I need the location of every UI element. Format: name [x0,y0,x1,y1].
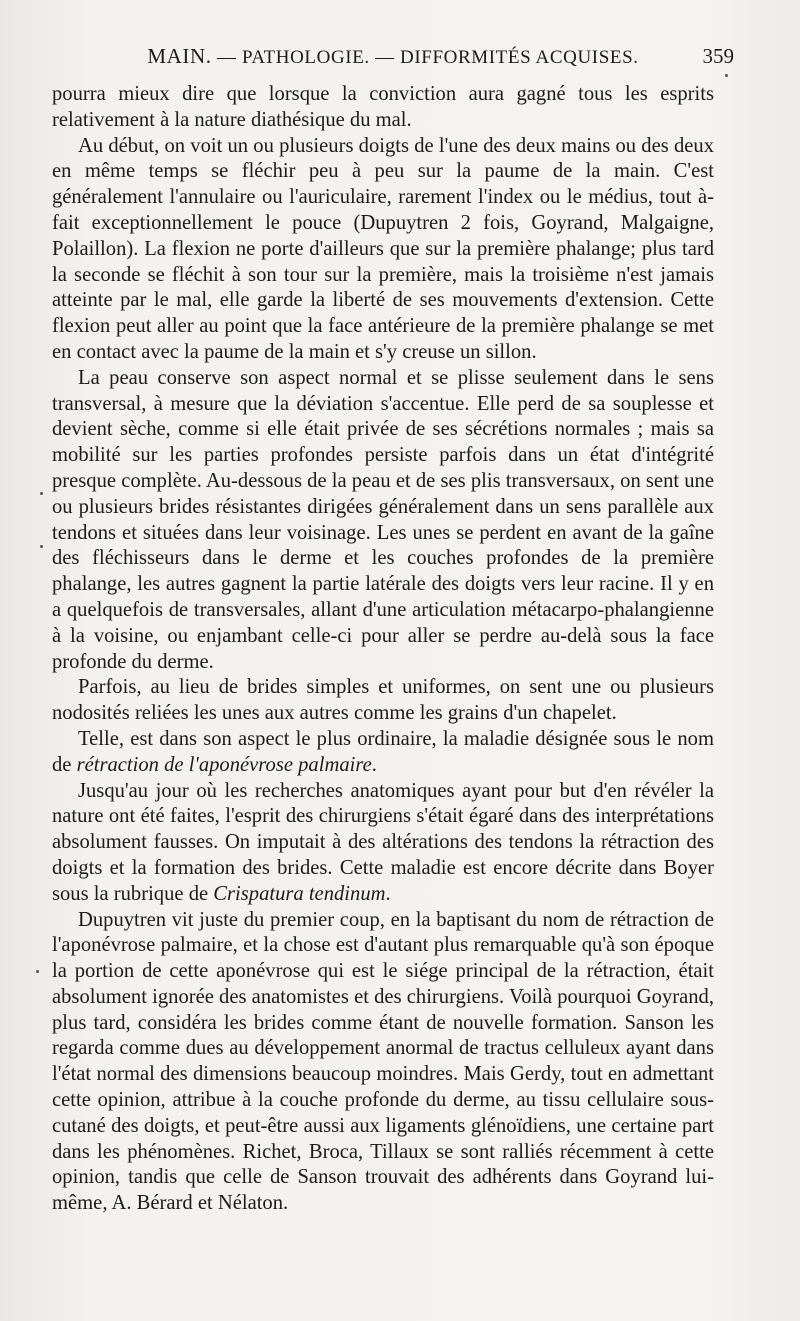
paragraph: Dupuytren vit juste du premier coup, en la baptisant du nom de rétraction de l'aponévrose palmaire, et la chose est d'autant plus remarquable qu'à son époque la portion de cette aponévrose qui est le siége principal de la rétraction, était absolument ignorée des anatomistes et des chirurgiens. Voilà pourquoi Goyrand, plus tard, considéra les brides comme étant de nouvelle formation. Sanson les regarda comme dues au développement anormal de tractus celluleux ayant dans l'état normal des dimensions beaucoup moindres. Mais Gerdy, tout en admettant cette opinion, attribue à la couche profonde du derme, au tissu cellulaire sous-cutané des doigts, et peut-être aussi aux ligaments glénoïdiens, une certaine part dans les phénomènes. Richet, Broca, Tillaux se sont ralliés récemment à cette opinion, tandis que celle de Sanson trouvait des adhérents dans Goyrand lui-même, A. Bérard et Nélaton. [52,908,714,1215]
paragraph: Parfois, au lieu de brides simples et uniformes, on sent une ou plusieurs nodosités reliées les unes aux autres comme les grains d'un chapelet. [52,676,714,725]
paragraph-text: . [385,882,391,905]
margin-speck [40,545,43,548]
paragraph-text: . [371,753,377,776]
paragraph: pourra mieux dire que lorsque la conviction aura gagné tous les esprits relativement à la nature diathésique du mal. [52,83,714,131]
running-title [52,44,734,69]
italic-term: rétraction de l'aponévrose palmaire [76,753,372,776]
margin-speck [40,492,43,495]
paragraph-text: Telle, est dans son aspect le plus ordinaire, la maladie désignée sous le nom de [52,727,714,776]
running-title-lead: MAIN. [147,44,212,68]
page-number: 359 [702,44,734,68]
italic-term: Crispatura tendinum [213,882,386,905]
running-title-rest: — PATHOLOGIE. — DIFFORMITÉS ACQUISES. [211,47,639,68]
margin-speck [36,970,39,973]
paragraph [52,727,714,779]
paragraph [52,779,714,908]
paragraph: La peau conserve son aspect normal et se plisse seulement dans le sens transversal, à mesure que la déviation s'accentue. Elle perd de sa souplesse et devient sèche, comme si elle était privée de ses sécrétions normales ; mais sa mobilité sur les parties profondes persiste parfois dans un état d'intégrité presque complète. Au-dessous de la peau et de ses plis transversaux, on sent une ou plusieurs brides résistantes dirigées généralement dans un sens parallèle aux tendons et situées dans leur voisinage. Les unes se perdent en avant de la gaîne des fléchisseurs dans le derme et les couches profondes de la première phalange, les autres gagnent la partie latérale des doigts vers leur racine. Il y en a quelquefois de transversales, allant d'une articulation métacarpo-phalangienne à la voisine, ou enjambant celle-ci pour aller se perdre au-delà sous la face profonde du derme. [52,366,714,673]
page-header [52,44,734,74]
body-text [52,82,714,1217]
paragraph-text: Jusqu'au jour où les recherches anatomiques ayant pour but d'en révéler la nature ont été faites, l'esprit des chirurgiens s'était égaré dans des interprétations absolument fausses. On imputait à des altérations des tendons la rétraction des doigts et la formation des brides. Cette maladie est encore décrite dans Boyer sous la rubrique de [52,779,714,905]
margin-speck [725,74,728,77]
paragraph: Au début, on voit un ou plusieurs doigts de l'une des deux mains ou des deux en même temps se fléchir peu à peu sur la paume de la main. C'est généralement l'annulaire ou l'auriculaire, rarement l'index ou le médius, tout à-fait exceptionnellement le pouce (Dupuytren 2 fois, Goyrand, Malgaigne, Polaillon). La flexion ne porte d'ailleurs que sur la première phalange; plus tard la seconde se fléchit à son tour sur la première, mais la troisième n'est jamais atteinte par le mal, elle garde la liberté de ses mouvements d'extension. Cette flexion peut aller au point que la face antérieure de la première phalange se met en contact avec la paume de la main et s'y creuse un sillon. [52,134,714,363]
